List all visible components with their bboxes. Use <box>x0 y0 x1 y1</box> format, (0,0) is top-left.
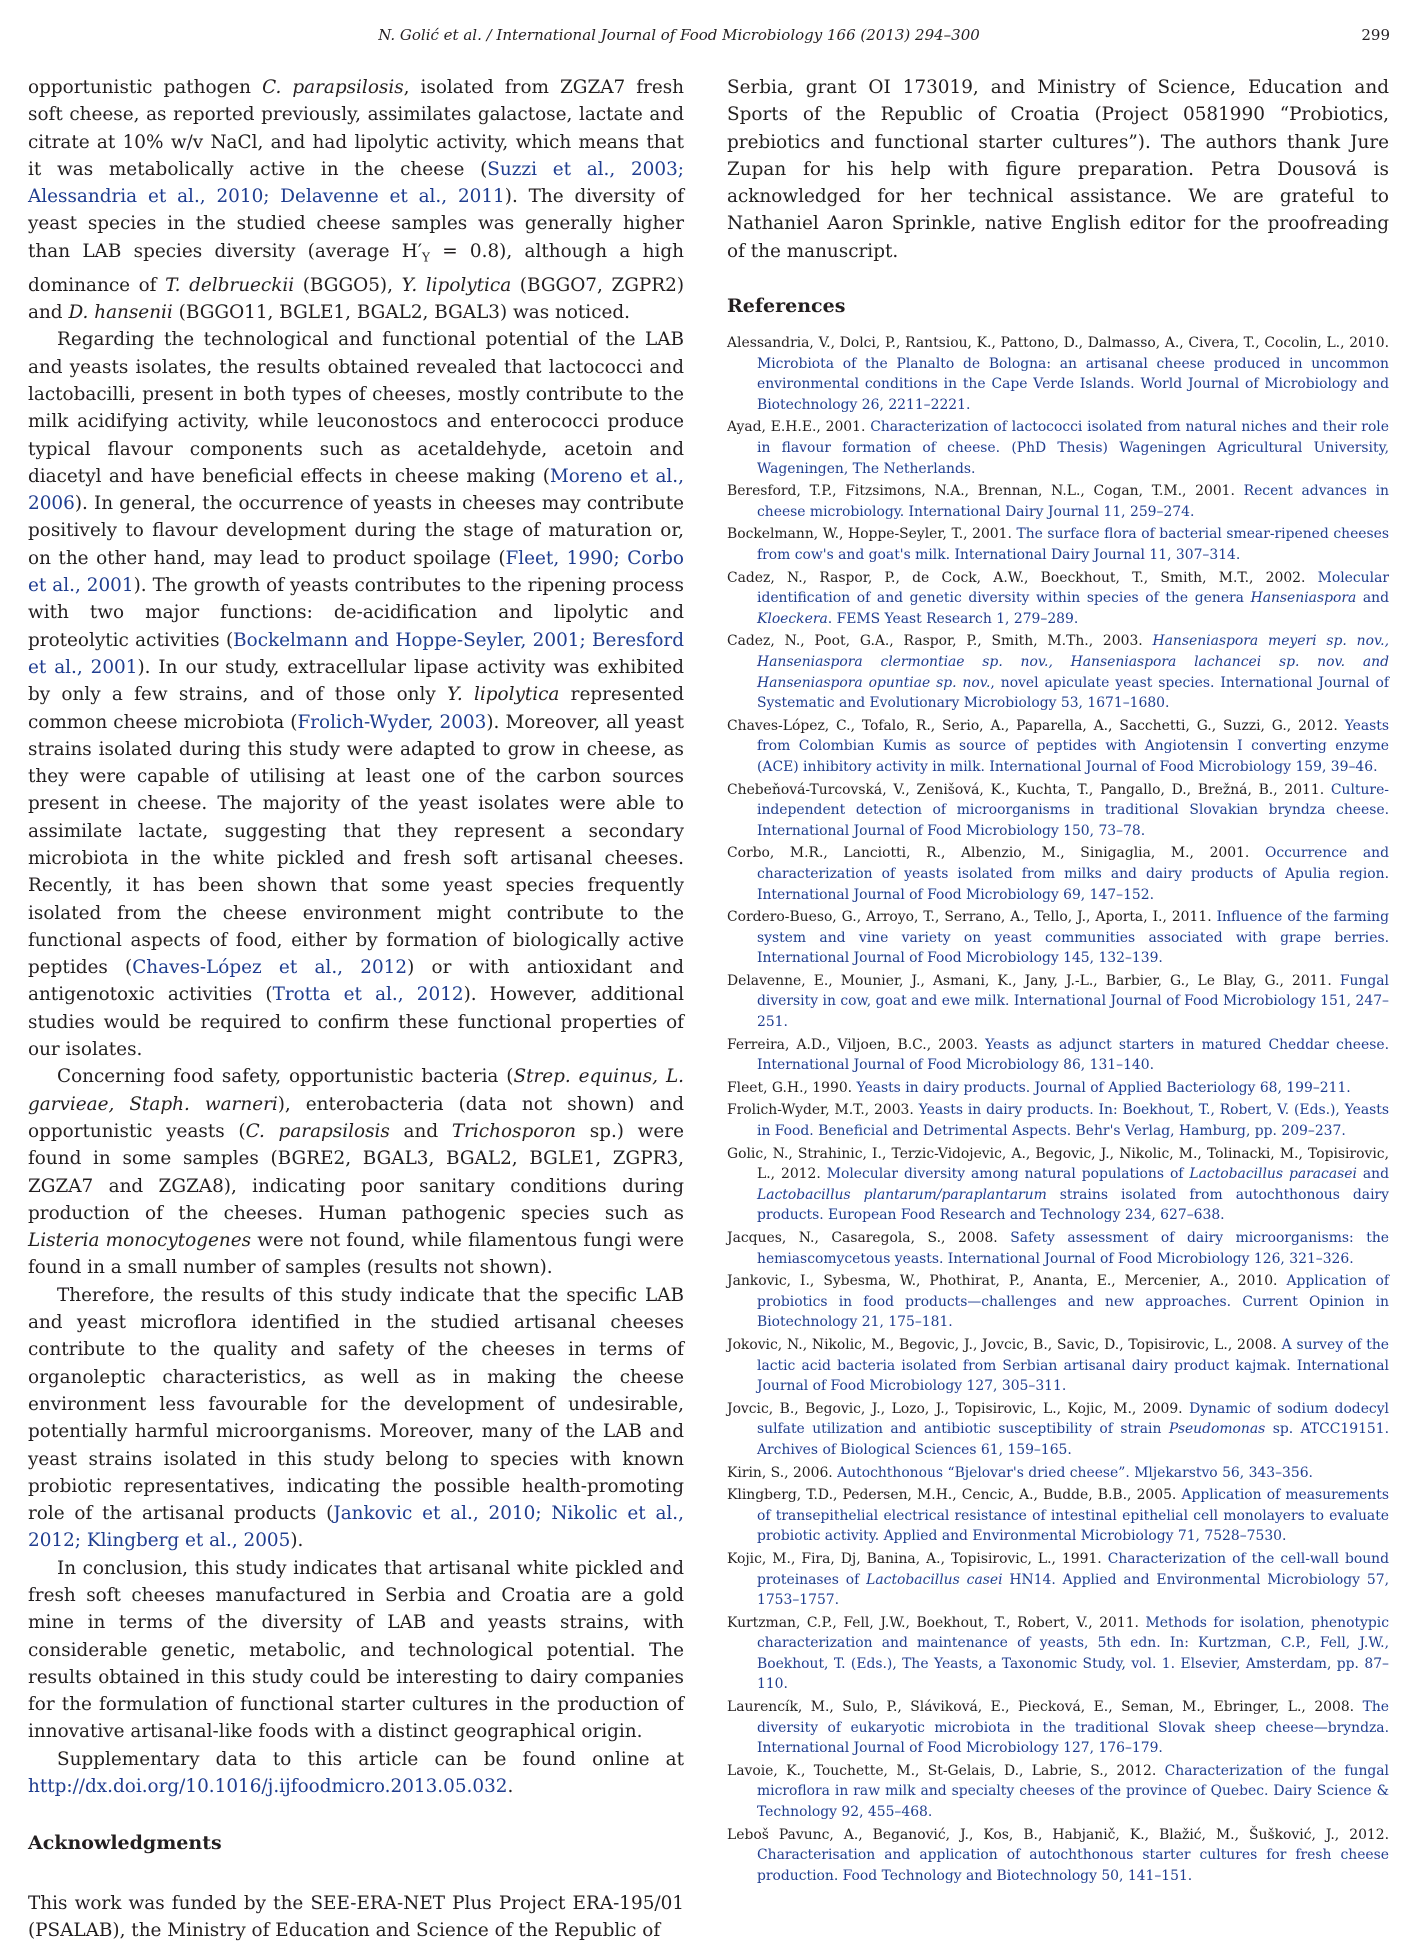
citation-link[interactable]: Bockelmann and Hoppe-Seyler, 2001; Beresford et al., 2001 <box>28 629 684 678</box>
reference-link[interactable]: Lactobacillus paracasei <box>1189 1166 1357 1183</box>
reference-link[interactable]: Kloeckera <box>757 610 828 627</box>
reference-item <box>727 843 1389 905</box>
reference-link[interactable]: Fungal diversity in cow, goat and ewe milk. International Journal of Food Microbiology 151, 247–251. <box>757 972 1389 1031</box>
reference-link[interactable]: Culture-independent detection of microorganisms in traditional Slovakian bryndza cheese. International Journal of Food Microbiology 150, 73–78. <box>757 781 1389 839</box>
reference-link[interactable]: Safety assessment of dairy microorganisms: the hemiascomycetous yeasts. International Journal of Food Microbiology 126, 321–326. <box>757 1230 1389 1267</box>
reference-item <box>727 1697 1389 1759</box>
reference-item <box>727 1399 1389 1461</box>
reference-authors: Leboš Pavunc, A., Beganović, J., Kos, B., Habjanič, K., Blažić, M., Šušković, J., 2012. <box>727 1826 1389 1843</box>
reference-authors: Frolich-Wyder, M.T., 2003. <box>727 1102 919 1119</box>
reference-authors: Bockelmann, W., Hoppe-Seyler, T., 2001. <box>727 526 1017 543</box>
citation-link[interactable]: Chaves-López et al., 2012 <box>132 957 408 979</box>
reference-authors: Chaves-López, C., Tofalo, R., Serio, A., Paparella, A., Sacchetti, G., Suzzi, G., 2012. <box>727 717 1345 734</box>
reference-authors: Jankovic, I., Sybesma, W., Phothirat, P., Ananta, E., Mercenier, A., 2010. <box>727 1273 1287 1290</box>
reference-item <box>727 333 1389 415</box>
reference-link[interactable]: . FEMS Yeast Research 1, 279–289. <box>827 610 1079 627</box>
reference-item <box>727 1761 1389 1823</box>
reference-item <box>727 780 1389 842</box>
reference-item <box>727 524 1389 565</box>
reference-item <box>727 1035 1389 1076</box>
citation-link[interactable]: Frolich-Wyder, 2003 <box>297 711 487 733</box>
reference-authors: Jacques, N., Casaregola, S., 2008. <box>727 1230 1011 1247</box>
reference-link[interactable]: Characterization of lactococci isolated from natural niches and their role in flavour formation of cheese. (PhD Thesis) Wageningen Agricultural University, Wageningen, The Netherlands. <box>757 419 1389 477</box>
reference-authors: Kirin, S., 2006. <box>727 1464 838 1481</box>
reference-list <box>727 333 1389 1886</box>
supplementary-paragraph: Supplementary data to this article can be found online at http://dx.doi.org/10.1016/j.ijfoodmicro.2013.05.032. <box>28 1748 684 1798</box>
reference-link[interactable]: Characterisation and application of autochthonous starter cultures for fresh cheese production. Food Technology and Biotechnology 50, 141–151. <box>757 1847 1389 1884</box>
reference-authors: Corbo, M.R., Lanciotti, R., Albenzio, M., Sinigaglia, M., 2001. <box>727 845 1265 862</box>
reference-authors: Cadez, N., Poot, G.A., Raspor, P., Smith, M.Th., 2003. <box>727 633 1153 650</box>
reference-item <box>727 1100 1389 1141</box>
reference-item <box>727 1271 1389 1333</box>
reference-item <box>727 1613 1389 1695</box>
reference-authors: Ferreira, A.D., Viljoen, B.C., 2003. <box>727 1036 986 1053</box>
reference-link[interactable]: Microbiota of the Planalto de Bologna: an artisanal cheese produced in uncommon environmental conditions in the Cape Verde Islands. World Journal of Microbiology and Biotechnology 26, 2211–2221. <box>757 355 1389 413</box>
page-number: 299 <box>1361 26 1390 44</box>
reference-link[interactable]: Application of probiotics in food products—challenges and new approaches. Current Opinion in Biotechnology 21, 175–181. <box>757 1273 1390 1331</box>
reference-item <box>727 417 1389 479</box>
reference-item <box>727 1078 1389 1099</box>
doi-link[interactable]: http://dx.doi.org/10.1016/j.ijfoodmicro.2013.05.032 <box>28 1776 508 1798</box>
reference-item <box>727 1228 1389 1269</box>
reference-authors: Delavenne, E., Mounier, J., Asmani, K., Jany, J.-L., Barbier, G., Le Blay, G., 2011. <box>727 972 1340 989</box>
references-heading: References <box>727 295 846 318</box>
reference-item <box>727 1485 1389 1547</box>
reference-item <box>727 1825 1389 1887</box>
reference-link[interactable]: Yeasts as adjunct starters in matured Cheddar cheese. International Journal of Food Microbiology 86, 131–140. <box>757 1036 1389 1074</box>
reference-link[interactable]: Application of measurements of transepithelial electrical resistance of intestinal epithelial cell monolayers to evaluate probiotic activity. Applied and Environmental Microbiology 71, 7528–7530. <box>757 1487 1389 1545</box>
paragraph-1: opportunistic pathogen C. parapsilosis, isolated from ZGZA7 fresh soft cheese, as reported previously, assimilates galactose, lactate and citrate at 10% w/v NaCl, and had lipolytic activity, which means that it was metabolically active in the cheese (Suzzi et al., 2003; Alessandria et al., 2010; Delavenne et al., 2011). The diversity of yeast species in the studied cheese samples was generally higher than LAB species diversity (average $H'_Y = 0.8$), although a high dominance of T. delbrueckii (BGGO5), Y. lipolytica (BGGO7, ZGPR2) and D. hansenii (BGGO11, BGLE1, BGAL2, BGAL3) was noticed. <box>28 77 685 324</box>
citation-link[interactable]: Moreno et al., 2006 <box>28 465 684 515</box>
reference-link[interactable]: Influence of the farming system and vine variety on yeast communities associated with grape berries. International Journal of Food Microbiology 145, 132–139. <box>757 909 1390 967</box>
reference-authors: Cordero-Bueso, G., Arroyo, T., Serrano, A., Tello, J., Aporta, I., 2011. <box>727 909 1217 926</box>
reference-link[interactable]: Pseudomonas <box>1168 1421 1266 1438</box>
reference-link[interactable]: Methods for isolation, phenotypic characterization and maintenance of yeasts, 5th edn. In: Kurtzman, C.P., Fell, J.W., Boekhout, T. (Eds.), The Yeasts, a Taxonomic Study, vol. 1. Elsevier, Amsterdam, pp. 87–110. <box>757 1614 1389 1693</box>
reference-link[interactable]: and <box>1356 1166 1389 1183</box>
reference-item <box>727 1335 1389 1397</box>
reference-item <box>727 1463 1389 1484</box>
reference-link[interactable]: , novel apiculate yeast species. International Journal of Systematic and Evolutionary Microbiology 53, 1671–1680. <box>757 674 1389 712</box>
reference-item <box>727 481 1389 522</box>
reference-item <box>727 971 1389 1033</box>
reference-authors: Jovcic, B., Begovic, J., Lozo, J., Topisirovic, L., Kojic, M., 2009. <box>727 1400 1190 1417</box>
reference-authors: Chebeňová-Turcovská, V., Zenišová, K., Kuchta, T., Pangallo, D., Brežná, B., 2011. <box>727 781 1331 798</box>
acknowledgments-heading: Acknowledgments <box>28 1832 222 1855</box>
reference-link[interactable]: sp. ATCC19151. Archives of Biological Sciences 61, 159–165. <box>757 1421 1389 1458</box>
reference-link[interactable]: The diversity of eukaryotic microbiota in the traditional Slovak sheep cheese—bryndza. International Journal of Food Microbiology 127, 176–179. <box>757 1699 1389 1757</box>
paragraph-4: Therefore, the results of this study indicate that the specific LAB and yeast microflora identified in the studied artisanal cheeses contribute to the quality and safety of the cheeses in terms of organoleptic characteristics, as well as in making the cheese environment less favourable for the development of undesirable, potentially harmful microorganisms. Moreover, many of the LAB and yeast strains isolated in this study belong to species with known probiotic representatives, indicating the possible health-promoting role of the artisanal products (Jankovic et al., 2010; Nikolic et al., 2012; Klingberg et al., 2005). <box>28 1284 684 1552</box>
reference-item <box>727 907 1389 969</box>
reference-link[interactable]: HN14. Applied and Environmental Microbiology 57, 1753–1757. <box>757 1571 1389 1609</box>
left-column <box>28 74 684 1944</box>
reference-authors: Jokovic, N., Nikolic, M., Begovic, J., Jovcic, B., Savic, D., Topisirovic, L., 2008. <box>727 1336 1282 1353</box>
reference-link[interactable]: Characterization of the cell-wall bound proteinases of <box>757 1550 1390 1588</box>
right-column <box>727 74 1389 1888</box>
reference-authors: Kojic, M., Fira, Dj, Banina, A., Topisirovic, L., 1991. <box>727 1550 1108 1567</box>
acknowledgments-continued: Serbia, grant OI 173019, and Ministry of Science, Education and Sports of the Republic of Croatia (Project 0581990 “Probiotics, prebiotics and functional starter cultures”). The authors thank Jure Zupan for his help with figure preparation. Petra Dousová is acknowledged for her technical assistance. We are grateful to Nathaniel Aaron Sprinkle, native English editor for the proofreading of the manuscript. <box>727 77 1389 262</box>
reference-link[interactable]: and <box>1356 590 1389 607</box>
reference-link[interactable]: Lactobacillus casei <box>866 1571 1003 1588</box>
paragraph-2: Regarding the technological and functional potential of the LAB and yeasts isolates, the results obtained revealed that lactococci and lactobacilli, present in both types of cheeses, mostly contribute to the milk acidifying activity, while leuconostocs and enterococci produce typical flavour components such as acetaldehyde, acetoin and diacetyl and have beneficial effects in cheese making (Moreno et al., 2006). In general, the occurrence of yeasts in cheeses may contribute positively to flavour development during the stage of maturation or, on the other hand, may lead to product spoilage (Fleet, 1990; Corbo et al., 2001). The growth of yeasts contributes to the ripening process with two major functions: de-acidification and lipolytic and proteolytic activities (Bockelmann and Hoppe-Seyler, 2001; Beresford et al., 2001). In our study, extracellular lipase activity was exhibited by only a few strains, and of those only Y. lipolytica represented common cheese microbiota (Frolich-Wyder, 2003). Moreover, all yeast strains isolated during this study were adapted to grow in cheese, as they were capable of utilising at least one of the carbon sources present in cheese. The majority of the yeast isolates were able to assimilate lactate, suggesting that they represent a secondary microbiota in the white pickled and fresh soft artisanal cheeses. Recently, it has been shown that some yeast species frequently isolated from the cheese environment might contribute to the functional aspects of food, either by formation of biologically active peptides (Chaves-López et al., 2012) or with antioxidant and antigenotoxic activities (Trotta et al., 2012). However, additional studies would be required to confirm these functional properties of our isolates. <box>28 329 685 1061</box>
reference-item <box>727 631 1389 713</box>
reference-authors: Beresford, T.P., Fitzsimons, N.A., Brennan, N.L., Cogan, T.M., 2001. <box>727 483 1244 500</box>
reference-link[interactable]: Lactobacillus plantarum/paraplantarum <box>757 1186 1047 1203</box>
running-head: N. Golić et al. / International Journal of Food Microbiology 166 (2013) 294–300 <box>378 26 980 44</box>
reference-item <box>727 716 1389 778</box>
citation-link[interactable]: Suzzi et al., 2003; Alessandria et al., 2010; Delavenne et al., 2011 <box>28 158 684 208</box>
reference-link[interactable]: The surface flora of bacterial smear-ripened cheeses from cow's and goat's milk. International Dairy Journal 11, 307–314. <box>757 526 1389 564</box>
reference-link[interactable]: Hanseniaspora <box>1250 590 1357 607</box>
reference-item <box>727 1549 1389 1611</box>
reference-authors: Alessandria, V., Dolci, P., Rantsiou, K., Pattono, D., Dalmasso, A., Civera, T., Cocolin, L., 2010. <box>727 335 1389 352</box>
reference-authors: Lavoie, K., Touchette, M., St-Gelais, D., Labrie, S., 2012. <box>727 1762 1165 1779</box>
reference-link[interactable]: Molecular diversity among natural populations of <box>826 1166 1190 1183</box>
reference-authors: Kurtzman, C.P., Fell, J.W., Boekhout, T., Robert, V., 2011. <box>727 1614 1146 1631</box>
reference-link[interactable]: Dynamic of sodium dodecyl sulfate utilization and antibiotic susceptibility of strain <box>757 1400 1389 1438</box>
reference-authors: Laurencík, M., Sulo, P., Sláviková, E., Piecková, E., Seman, M., Ebringer, L., 2008. <box>727 1699 1363 1716</box>
reference-link[interactable]: Hanseniaspora meyeri sp. nov., Hanseniaspora clermontiae sp. nov., Hanseniaspora lachancei sp. nov. and Hanseniaspora opuntiae sp. nov. <box>757 633 1389 691</box>
reference-link[interactable]: Yeasts in dairy products. In: Boekhout, T., Robert, V. (Eds.), Yeasts in Food. Beneficial and Detrimental Aspects. Behr's Verlag, Hamburg, pp. 209–237. <box>757 1102 1389 1140</box>
reference-link[interactable]: Autochthonous “Bjelovar's dried cheese”. Mljekarstvo 56, 343–356. <box>837 1464 1313 1481</box>
reference-link[interactable]: Characterization of the fungal microflora in raw milk and specialty cheeses of the province of Quebec. Dairy Science & Technology 92, 455–468. <box>757 1762 1390 1821</box>
citation-link[interactable]: Jankovic et al., 2010; Nikolic et al., 2012; Klingberg et al., 2005 <box>28 1503 684 1552</box>
reference-authors: Ayad, E.H.E., 2001. <box>727 419 871 436</box>
reference-link[interactable]: Recent advances in cheese microbiology. International Dairy Journal 11, 259–274. <box>757 483 1389 520</box>
page-header <box>28 26 1390 50</box>
acknowledgments-text: This work was funded by the SEE-ERA-NET Plus Project ERA-195/01 (PSALAB), the Ministry of Education and Science of the Republic of <box>28 1892 684 1941</box>
citation-link[interactable]: Trotta et al., 2012 <box>272 984 464 1006</box>
reference-authors: Fleet, G.H., 1990. <box>727 1079 857 1096</box>
reference-authors: Klingberg, T.D., Pedersen, M.H., Cencic, A., Budde, B.B., 2005. <box>727 1487 1182 1504</box>
reference-item <box>727 1144 1389 1226</box>
paragraph-3: Concerning food safety, opportunistic bacteria (Strep. equinus, L. garvieae, Staph. warneri), enterobacteria (data not shown) and opportunistic yeasts (C. parapsilosis and Trichosporon sp.) were found in some samples (BGRE2, BGAL3, BGAL2, BGLE1, ZGPR3, ZGZA7 and ZGZA8), indicating poor sanitary conditions during production of the cheeses. Human pathogenic species such as Listeria monocytogenes were not found, while filamentous fungi were found in a small number of samples (results not shown). <box>28 1066 684 1279</box>
paragraph-5: In conclusion, this study indicates that artisanal white pickled and fresh soft cheeses manufactured in Serbia and Croatia are a gold mine in terms of the diversity of LAB and yeasts strains, with considerable genetic, metabolic, and technological potential. The results obtained in this study could be interesting to dairy companies for the formulation of functional starter cultures in the production of innovative artisanal-like foods with a distinct geographical origin. <box>28 1557 684 1743</box>
reference-authors: Cadez, N., Raspor, P., de Cock, A.W., Boeckhout, T., Smith, M.T., 2002. <box>727 569 1318 586</box>
reference-link[interactable]: Occurrence and characterization of yeasts isolated from milks and dairy products of Apulia region. International Journal of Food Microbiology 69, 147–152. <box>757 845 1389 903</box>
reference-link[interactable]: Yeasts in dairy products. Journal of Applied Bacteriology 68, 199–211. <box>856 1079 1351 1096</box>
reference-link[interactable]: Yeasts from Colombian Kumis as source of peptides with Angiotensin I converting enzyme (ACE) inhibitory activity in milk. International Journal of Food Microbiology 159, 39–46. <box>757 717 1389 775</box>
reference-link[interactable]: strains isolated from autochthonous dairy products. European Food Research and Technology 234, 627–638. <box>757 1186 1389 1224</box>
reference-item <box>727 568 1389 630</box>
citation-link[interactable]: Fleet, 1990; Corbo et al., 2001 <box>28 547 684 597</box>
reference-link[interactable]: Molecular identification of and genetic diversity within species of the genera <box>757 569 1389 607</box>
reference-link[interactable]: A survey of the lactic acid bacteria isolated from Serbian artisanal dairy product kajmak. International Journal of Food Microbiology 127, 305–311. <box>757 1336 1389 1395</box>
reference-authors: Golic, N., Strahinic, I., Terzic-Vidojevic, A., Begovic, J., Nikolic, M., Tolinacki, M., Topisirovic, L., 2012. <box>727 1145 1389 1183</box>
